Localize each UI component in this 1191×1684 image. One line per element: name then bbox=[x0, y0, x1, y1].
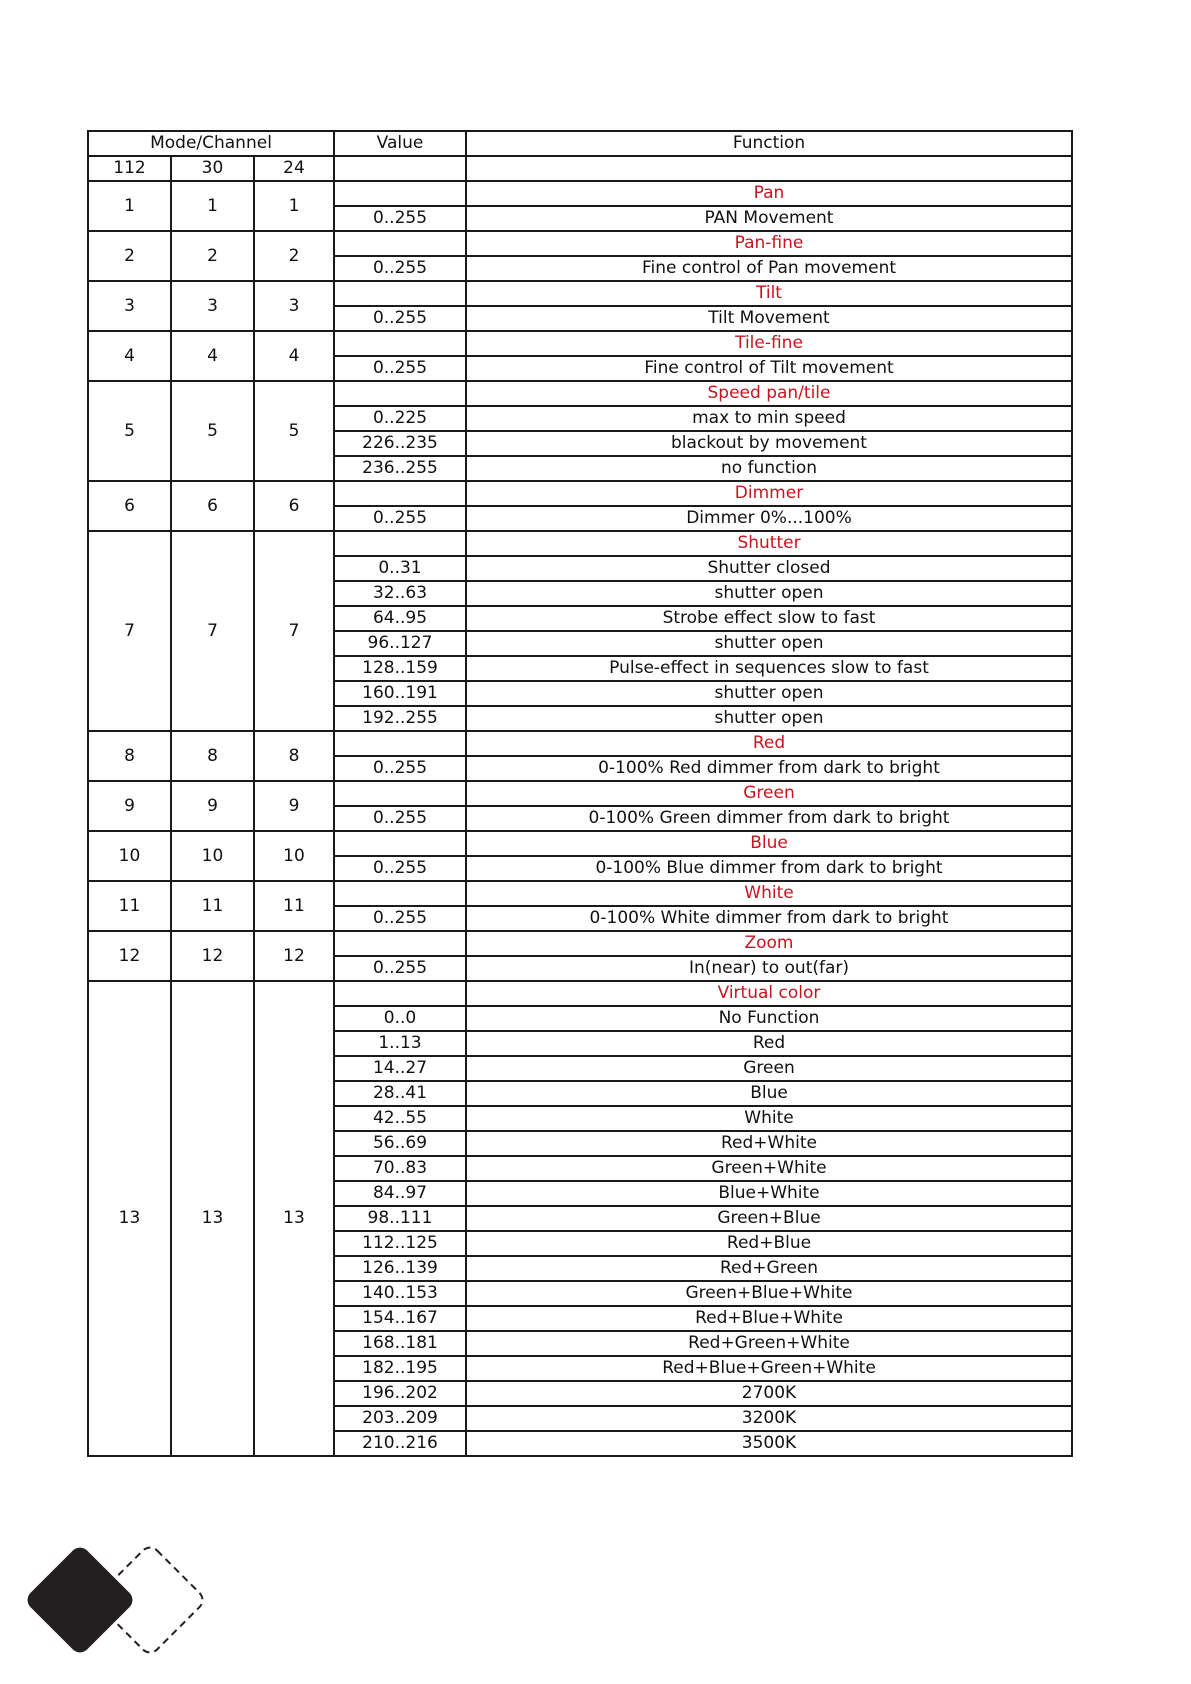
channel-title-row bbox=[88, 931, 1072, 956]
channel-value-blank bbox=[334, 981, 466, 1006]
channel-name: Pan bbox=[466, 181, 1072, 206]
dmx-function: Pulse-effect in sequences slow to fast bbox=[466, 656, 1072, 681]
channel-number: 1 bbox=[88, 181, 171, 231]
channel-number: 13 bbox=[88, 981, 171, 1456]
dmx-function: PAN Movement bbox=[466, 206, 1072, 231]
channel-title-row bbox=[88, 481, 1072, 506]
channel-title-row bbox=[88, 531, 1072, 556]
dmx-function: No Function bbox=[466, 1006, 1072, 1031]
dmx-value: 0..255 bbox=[334, 506, 466, 531]
channel-name: Tilt bbox=[466, 281, 1072, 306]
dmx-function: Red+Blue+White bbox=[466, 1306, 1072, 1331]
dmx-function: Blue+White bbox=[466, 1181, 1072, 1206]
dmx-value: 154..167 bbox=[334, 1306, 466, 1331]
channel-number: 9 bbox=[254, 781, 334, 831]
channel-number: 4 bbox=[171, 331, 254, 381]
dmx-function: 3200K bbox=[466, 1406, 1072, 1431]
solid-diamond-shape bbox=[23, 1543, 136, 1656]
channel-title-row bbox=[88, 381, 1072, 406]
dmx-value: 0..0 bbox=[334, 1006, 466, 1031]
channel-value-blank bbox=[334, 231, 466, 256]
dmx-function: max to min speed bbox=[466, 406, 1072, 431]
channel-number: 4 bbox=[88, 331, 171, 381]
dmx-value: 56..69 bbox=[334, 1131, 466, 1156]
dmx-value: 160..191 bbox=[334, 681, 466, 706]
channel-number: 2 bbox=[88, 231, 171, 281]
dmx-table-body bbox=[88, 131, 1072, 1456]
dmx-value: 0..255 bbox=[334, 856, 466, 881]
channel-number: 10 bbox=[254, 831, 334, 881]
channel-number: 7 bbox=[171, 531, 254, 731]
channel-value-blank bbox=[334, 481, 466, 506]
channel-number: 3 bbox=[88, 281, 171, 331]
channel-number: 6 bbox=[88, 481, 171, 531]
channel-number: 13 bbox=[171, 981, 254, 1456]
dmx-value: 140..153 bbox=[334, 1281, 466, 1306]
mode-row-function-blank bbox=[466, 156, 1072, 181]
channel-number: 1 bbox=[171, 181, 254, 231]
dmx-function: 3500K bbox=[466, 1431, 1072, 1456]
dmx-function: Green+White bbox=[466, 1156, 1072, 1181]
channel-name: Shutter bbox=[466, 531, 1072, 556]
channel-value-blank bbox=[334, 731, 466, 756]
dmx-function: Red+White bbox=[466, 1131, 1072, 1156]
dmx-value: 128..159 bbox=[334, 656, 466, 681]
dmx-value: 0..255 bbox=[334, 256, 466, 281]
dmx-value: 192..255 bbox=[334, 706, 466, 731]
channel-value-blank bbox=[334, 531, 466, 556]
channel-number: 6 bbox=[254, 481, 334, 531]
dmx-function: White bbox=[466, 1106, 1072, 1131]
dmx-function: Red+Blue bbox=[466, 1231, 1072, 1256]
dmx-value: 226..235 bbox=[334, 431, 466, 456]
diamond-logo-icon bbox=[0, 1540, 260, 1684]
channel-title-row bbox=[88, 231, 1072, 256]
channel-number: 8 bbox=[88, 731, 171, 781]
dmx-value: 203..209 bbox=[334, 1406, 466, 1431]
channel-number: 7 bbox=[254, 531, 334, 731]
channel-number: 6 bbox=[171, 481, 254, 531]
dmx-value: 42..55 bbox=[334, 1106, 466, 1131]
mode-row bbox=[88, 156, 1072, 181]
dmx-value: 236..255 bbox=[334, 456, 466, 481]
channel-number: 1 bbox=[254, 181, 334, 231]
dmx-function: 0-100% Red dimmer from dark to bright bbox=[466, 756, 1072, 781]
channel-value-blank bbox=[334, 931, 466, 956]
dmx-value: 0..31 bbox=[334, 556, 466, 581]
channel-title-row bbox=[88, 781, 1072, 806]
channel-number: 11 bbox=[171, 881, 254, 931]
dmx-function: 2700K bbox=[466, 1381, 1072, 1406]
dmx-function: Fine control of Tilt movement bbox=[466, 356, 1072, 381]
channel-value-blank bbox=[334, 281, 466, 306]
dmx-value: 84..97 bbox=[334, 1181, 466, 1206]
dmx-value: 64..95 bbox=[334, 606, 466, 631]
channel-title-row bbox=[88, 281, 1072, 306]
dmx-function: Shutter closed bbox=[466, 556, 1072, 581]
dmx-function: Green bbox=[466, 1056, 1072, 1081]
dmx-value: 196..202 bbox=[334, 1381, 466, 1406]
dmx-value: 112..125 bbox=[334, 1231, 466, 1256]
channel-title-row bbox=[88, 831, 1072, 856]
channel-number: 11 bbox=[254, 881, 334, 931]
channel-number: 8 bbox=[171, 731, 254, 781]
channel-number: 5 bbox=[88, 381, 171, 481]
channel-number: 5 bbox=[254, 381, 334, 481]
channel-value-blank bbox=[334, 181, 466, 206]
channel-name: White bbox=[466, 881, 1072, 906]
dmx-function: Red+Green+White bbox=[466, 1331, 1072, 1356]
channel-value-blank bbox=[334, 831, 466, 856]
channel-name: Zoom bbox=[466, 931, 1072, 956]
mode-channel-header: Mode/Channel bbox=[88, 131, 334, 156]
channel-number: 12 bbox=[254, 931, 334, 981]
channel-name: Blue bbox=[466, 831, 1072, 856]
channel-value-blank bbox=[334, 881, 466, 906]
dmx-value: 0..255 bbox=[334, 306, 466, 331]
dmx-value: 0..255 bbox=[334, 356, 466, 381]
dmx-function: Green+Blue+White bbox=[466, 1281, 1072, 1306]
mode-row-value-blank bbox=[334, 156, 466, 181]
dmx-value: 0..255 bbox=[334, 756, 466, 781]
dmx-function: shutter open bbox=[466, 631, 1072, 656]
dmx-value: 70..83 bbox=[334, 1156, 466, 1181]
channel-number: 10 bbox=[88, 831, 171, 881]
channel-number: 9 bbox=[88, 781, 171, 831]
dmx-value: 0..255 bbox=[334, 956, 466, 981]
function-header: Function bbox=[466, 131, 1072, 156]
channel-number: 3 bbox=[254, 281, 334, 331]
channel-number: 11 bbox=[88, 881, 171, 931]
dmx-value: 98..111 bbox=[334, 1206, 466, 1231]
dmx-value: 210..216 bbox=[334, 1431, 466, 1456]
channel-number: 12 bbox=[171, 931, 254, 981]
dmx-function: 0-100% Blue dimmer from dark to bright bbox=[466, 856, 1072, 881]
dmx-value: 0..255 bbox=[334, 206, 466, 231]
dmx-function: no function bbox=[466, 456, 1072, 481]
header-row bbox=[88, 131, 1072, 156]
dmx-function: 0-100% Green dimmer from dark to bright bbox=[466, 806, 1072, 831]
dmx-value: 126..139 bbox=[334, 1256, 466, 1281]
channel-number: 13 bbox=[254, 981, 334, 1456]
dmx-function: In(near) to out(far) bbox=[466, 956, 1072, 981]
dmx-function: Red+Blue+Green+White bbox=[466, 1356, 1072, 1381]
dmx-value: 1..13 bbox=[334, 1031, 466, 1056]
dmx-value: 28..41 bbox=[334, 1081, 466, 1106]
dmx-value: 0..255 bbox=[334, 806, 466, 831]
channel-name: Virtual color bbox=[466, 981, 1072, 1006]
channel-name: Dimmer bbox=[466, 481, 1072, 506]
dmx-function: Green+Blue bbox=[466, 1206, 1072, 1231]
channel-value-blank bbox=[334, 331, 466, 356]
channel-value-blank bbox=[334, 781, 466, 806]
dmx-function: blackout by movement bbox=[466, 431, 1072, 456]
channel-number: 10 bbox=[171, 831, 254, 881]
dmx-value: 0..255 bbox=[334, 906, 466, 931]
dmx-value: 168..181 bbox=[334, 1331, 466, 1356]
dmx-function: shutter open bbox=[466, 706, 1072, 731]
channel-title-row bbox=[88, 731, 1072, 756]
channel-title-row bbox=[88, 981, 1072, 1006]
dmx-channel-table bbox=[87, 130, 1073, 1457]
channel-number: 3 bbox=[171, 281, 254, 331]
channel-name: Pan-fine bbox=[466, 231, 1072, 256]
channel-number: 2 bbox=[171, 231, 254, 281]
channel-value-blank bbox=[334, 381, 466, 406]
dmx-function: Dimmer 0%...100% bbox=[466, 506, 1072, 531]
dmx-value: 0..225 bbox=[334, 406, 466, 431]
dmx-function: Fine control of Pan movement bbox=[466, 256, 1072, 281]
dmx-value: 96..127 bbox=[334, 631, 466, 656]
dmx-function: 0-100% White dimmer from dark to bright bbox=[466, 906, 1072, 931]
dmx-function: shutter open bbox=[466, 681, 1072, 706]
dmx-value: 32..63 bbox=[334, 581, 466, 606]
mode-112-header: 112 bbox=[88, 156, 171, 181]
dmx-function: shutter open bbox=[466, 581, 1072, 606]
dmx-function: Red+Green bbox=[466, 1256, 1072, 1281]
channel-number: 4 bbox=[254, 331, 334, 381]
dmx-function: Strobe effect slow to fast bbox=[466, 606, 1072, 631]
dmx-function: Red bbox=[466, 1031, 1072, 1056]
channel-name: Red bbox=[466, 731, 1072, 756]
dmx-value: 14..27 bbox=[334, 1056, 466, 1081]
channel-name: Speed pan/tile bbox=[466, 381, 1072, 406]
dmx-function: Blue bbox=[466, 1081, 1072, 1106]
mode-24-header: 24 bbox=[254, 156, 334, 181]
channel-number: 8 bbox=[254, 731, 334, 781]
channel-number: 7 bbox=[88, 531, 171, 731]
value-header: Value bbox=[334, 131, 466, 156]
channel-number: 5 bbox=[171, 381, 254, 481]
channel-name: Green bbox=[466, 781, 1072, 806]
channel-number: 12 bbox=[88, 931, 171, 981]
dmx-value: 182..195 bbox=[334, 1356, 466, 1381]
channel-name: Tile-fine bbox=[466, 331, 1072, 356]
channel-title-row bbox=[88, 181, 1072, 206]
channel-number: 2 bbox=[254, 231, 334, 281]
dmx-function: Tilt Movement bbox=[466, 306, 1072, 331]
channel-number: 9 bbox=[171, 781, 254, 831]
channel-title-row bbox=[88, 331, 1072, 356]
channel-title-row bbox=[88, 881, 1072, 906]
mode-30-header: 30 bbox=[171, 156, 254, 181]
